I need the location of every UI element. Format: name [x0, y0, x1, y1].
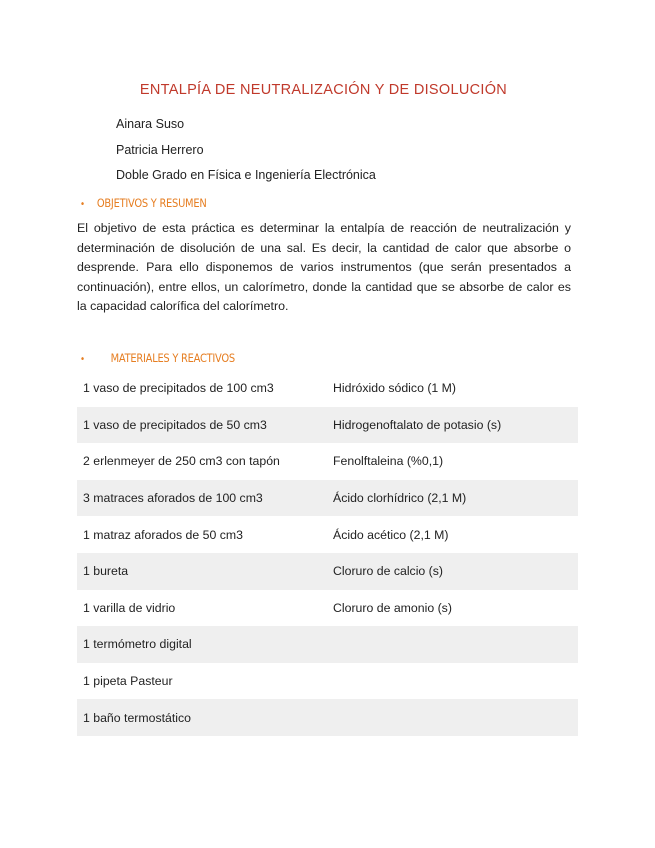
material-cell: 1 vaso de precipitados de 100 cm3 — [83, 381, 274, 396]
material-cell: 1 bureta — [83, 564, 129, 579]
table-row — [77, 480, 578, 517]
author-name: Patricia Herrero — [116, 143, 204, 157]
author-name: Ainara Suso — [116, 117, 185, 131]
material-cell: 1 vaso de precipitados de 50 cm3 — [83, 417, 267, 432]
objectives-paragraph: El objetivo de esta práctica es determinar la entalpía de reacción de neutralización y determinación de disolución de una sal. Es decir, la cantidad de calor que absorbe o desprende. Para ello disponemos de varios instrumentos (que serán presentados a continuación), entre ellos, un calorímetro, donde la cantidad que se absorbe de calor es la capacidad calorífica del calorímetro. — [77, 221, 571, 314]
table-row — [77, 590, 578, 627]
table-row — [77, 370, 578, 407]
materials-table — [77, 370, 578, 736]
section-heading-materials — [80, 351, 235, 365]
table-row — [77, 663, 578, 700]
material-cell: 1 pipeta Pasteur — [83, 674, 173, 689]
reagent-cell: Hidróxido sódico (1 M) — [333, 381, 457, 396]
table-row — [77, 699, 578, 736]
reagent-cell — [327, 699, 578, 736]
material-cell: 1 matraz aforados de 50 cm3 — [83, 527, 243, 542]
table-row — [77, 553, 578, 590]
reagent-cell — [327, 663, 578, 700]
reagent-cell: Cloruro de amonio (s) — [333, 600, 452, 615]
section-heading-label: MATERIALES Y REACTIVOS — [110, 351, 235, 365]
reagent-cell — [327, 626, 578, 663]
table-row — [77, 443, 578, 480]
material-cell: 1 termómetro digital — [83, 637, 192, 652]
section-heading-label: OBJETIVOS Y RESUMEN — [96, 196, 207, 210]
reagent-cell: Ácido clorhídrico (2,1 M) — [333, 491, 467, 506]
degree-name: Doble Grado en Física e Ingeniería Electrónica — [116, 168, 376, 182]
reagent-cell: Cloruro de calcio (s) — [333, 564, 444, 579]
material-cell: 1 varilla de vidrio — [83, 600, 176, 615]
section-heading-objectives — [80, 196, 206, 210]
material-cell: 3 matraces aforados de 100 cm3 — [83, 491, 263, 506]
document-title: ENTALPÍA DE NEUTRALIZACIÓN Y DE DISOLUCIÓN — [139, 82, 508, 98]
table-row — [77, 407, 578, 444]
table-row — [77, 626, 578, 663]
material-cell: 1 baño termostático — [83, 710, 192, 725]
bullet-icon: • — [80, 199, 85, 210]
material-cell: 2 erlenmeyer de 250 cm3 con tapón — [83, 454, 280, 469]
bullet-icon: • — [80, 354, 85, 365]
reagent-cell: Ácido acético (2,1 M) — [333, 527, 449, 542]
reagent-cell: Fenolftaleina (%0,1) — [333, 454, 444, 469]
table-row — [77, 516, 578, 553]
reagent-cell: Hidrogenoftalato de potasio (s) — [333, 417, 502, 432]
